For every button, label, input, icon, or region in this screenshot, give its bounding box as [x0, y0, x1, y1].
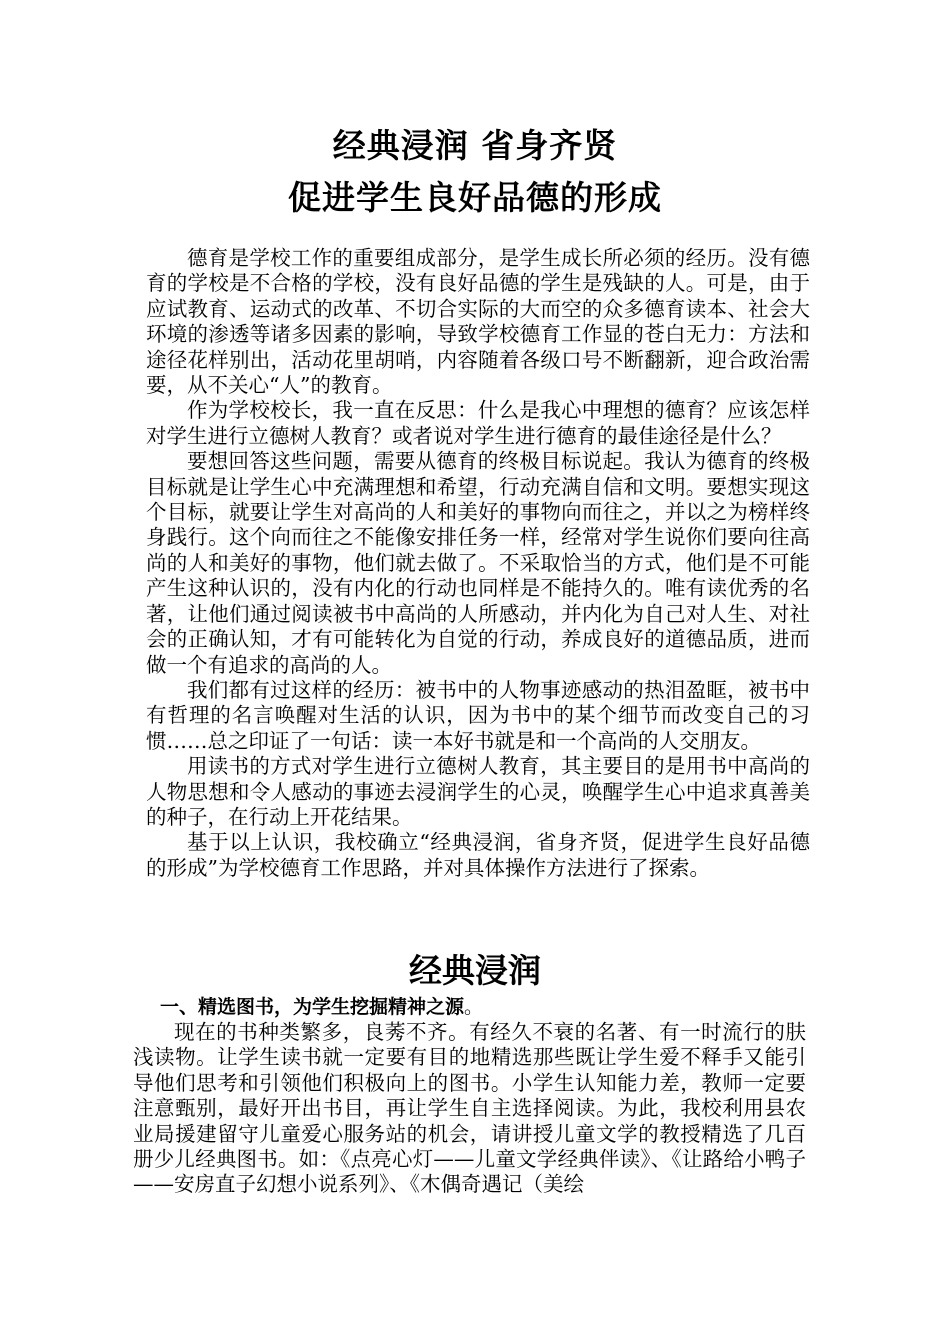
paragraph-5: 用读书的方式对学生进行立德树人教育，其主要目的是用书中高尚的人物思想和令人感动的事迹去浸润学生的心灵，唤醒学生心中追求真善美的种子，在行动上开花结果。 — [146, 754, 810, 829]
section-body — [133, 1020, 806, 1198]
paragraph-4: 我们都有过这样的经历：被书中的人物事迹感动的热泪盈眶，被书中有哲理的名言唤醒对生活的认识，因为书中的某个细节而改变自己的习惯……总之印证了一句话：读一本好书就是和一个高尚的人交朋友。 — [146, 677, 810, 753]
paragraph-2: 作为学校校长，我一直在反思：什么是我心中理想的德育？应该怎样对学生进行立德树人教育？或者说对学生进行德育的最佳途径是什么？ — [146, 398, 810, 448]
document-title-line-1: 经典浸润 省身齐贤 — [332, 126, 618, 165]
section-paragraph: 现在的书种类繁多，良莠不齐。有经久不衰的名著、有一时流行的肤浅读物。让学生读书就一定要有目的地精选那些既让学生爱不释手又能引导他们思考和引领他们积极向上的图书。小学生认知能力差，教师一定要注意甄别，最好开出书目，再让学生自主选择阅读。为此，我校利用县农业局援建留守儿童爱心服务站的机会，请讲授儿童文学的教授精选了几百册少儿经典图书。如：《点亮心灯——儿童文学经典伴读》、《让路给小鸭子——安房直子幻想小说系列》、《木偶奇遇记（美绘 — [133, 1020, 806, 1197]
document-title-line-2: 促进学生良好品德的形成 — [288, 178, 662, 217]
paragraph-3: 要想回答这些问题，需要从德育的终极目标说起。我认为德育的终极目标就是让学生心中充满理想和希望，行动充满自信和文明。要想实现这个目标，就要让学生对高尚的人和美好的事物向而往之，并以之为榜样终身践行。这个向而往之不能像安排任务一样，经常对学生说你们要向往高尚的人和美好的事物，他们就去做了。不采取恰当的方式，他们是不可能产生这种认识的，没有内化的行动也同样是不能持久的。唯有读优秀的名著，让他们通过阅读被书中高尚的人所感动，并内化为自己对人生、对社会的正确认知，才有可能转化为自觉的行动，养成良好的道德品质，进而做一个有追求的高尚的人。 — [146, 449, 810, 677]
subheading-text: 一、精选图书，为学生挖掘精神之源 — [160, 996, 465, 1018]
paragraph-6: 基于以上认识，我校确立“经典浸润，省身齐贤，促进学生良好品德的形成”为学校德育工作思路，并对具体操作方法进行了探索。 — [146, 830, 810, 880]
subheading-period: 。 — [464, 996, 484, 1018]
section-subheading — [160, 994, 483, 1020]
paragraph-1: 德育是学校工作的重要组成部分，是学生成长所必须的经历。没有德育的学校是不合格的学校，没有良好品德的学生是残缺的人。可是，由于应试教育、运动式的改革、不切合实际的大而空的众多德育读本、社会大环境的渗透等诸多因素的影响，导致学校德育工作显的苍白无力：方法和途径花样别出，活动花里胡哨，内容随着各级口号不断翻新，迎合政治需要，从不关心“人”的教育。 — [146, 246, 810, 398]
section-title: 经典浸润 — [409, 951, 541, 990]
intro-section — [146, 246, 810, 881]
